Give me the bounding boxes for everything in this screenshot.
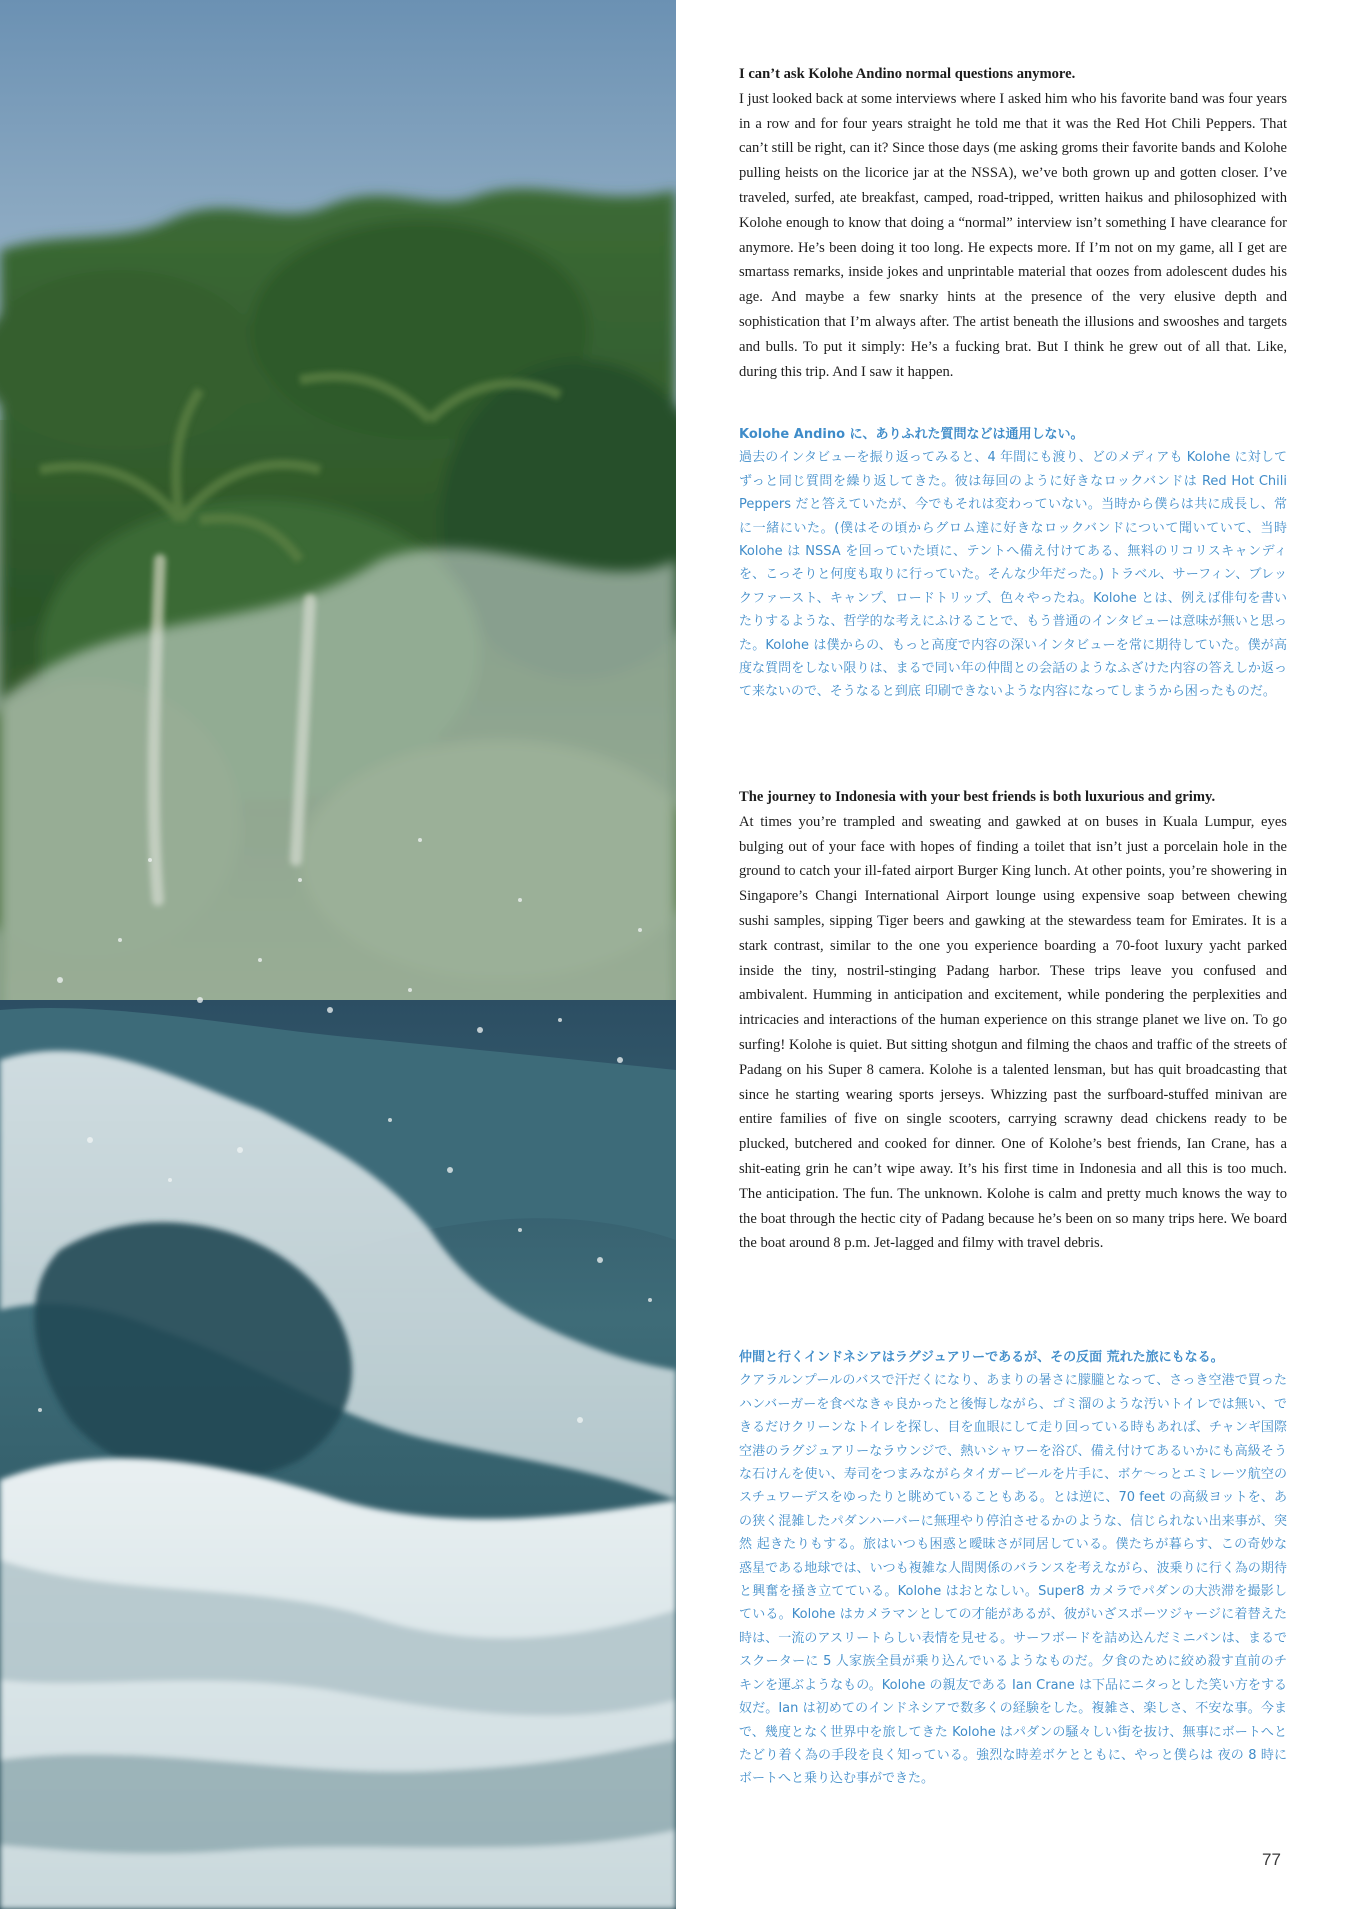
section2-english: [739, 785, 1287, 1256]
section2-english-title: The journey to Indonesia with your best friends is both luxurious and grimy.: [739, 789, 1216, 805]
section1-japanese: [739, 423, 1287, 704]
section2-japanese: [739, 1346, 1287, 1791]
section1-english-body: I just looked back at some interviews where I asked him who his favorite band was four years in a row and for four years straight he told me that it was the Red Hot Chili Peppers. That can’t still be right, can it? Since those days (me asking groms their favorite bands and Kolohe pulling heists on the licorice jar at the NSSA), we’ve both grown up and gotten closer. I’ve traveled, surfed, ate breakfast, camped, road-tripped, written haikus and philosophized with Kolohe enough to know that doing a “normal” interview isn’t something I have clearance for anymore. He’s been doing it too long. He expects more. If I’m not on my game, all I get are smartass remarks, inside jokes and unprintable material that oozes from adolescent dudes his age. And maybe a few snarky hints at the presence of the very elusive depth and sophistication that I’m always after. The artist beneath the illusions and swooshes and targets and bulls. To put it simply: He’s a fucking brat. But I think he grew out of all that. Like, during this trip. And I saw it happen.: [739, 90, 1287, 380]
section1-japanese-title: Kolohe Andino に、ありふれた質問などは通用しない。: [739, 427, 1084, 442]
page-number: 77: [1262, 1850, 1281, 1869]
section2-japanese-title: 仲間と行くインドネシアはラグジュアリーであるが、その反面 荒れた旅にもなる。: [739, 1350, 1224, 1365]
section2-japanese-body: クアラルンプールのバスで汗だくになり、あまりの暑さに朦朧となって、さっき空港で買ったハンバーガーを食べなきゃ良かったと後悔しながら、ゴミ溜のような汚いトイレでは無い、できるだけクリーンなトイレを探し、目を血眼にして走り回っている時もあれば、チャンギ国際空港のラグジュアリーなラウンジで、熱いシャワーを浴び、備え付けてあるいかにも高級そうな石けんを使い、寿司をつまみながらタイガービールを片手に、ボケ〜っとエミレーツ航空のスチュワーデスをゆったりと眺めていることもある。とは逆に、70 feet の高級ヨットを、あの狭く混雑したパダンハーバーに無理やり停泊させるかのような、信じられない出来事が、突然 起きたりもする。旅はいつも困惑と曖昧さが同居している。僕たちが暮らす、この奇妙な惑星である地球では、いつも複雑な人間関係のバランスを考えながら、波乗りに行く為の期待と興奮を掻き立てている。Kolohe はおとなしい。Super8 カメラでパダンの大渋滞を撮影している。Kolohe はカメラマンとしての才能があるが、彼がいざスポーツジャージに着替えた時は、一流のアスリートらしい表情を見せる。サーフボードを詰め込んだミニバンは、まるでスクーターに 5 人家族全員が乗り込んでいるようなものだ。夕食のために絞め殺す直前のチキンを運ぶようなもの。Kolohe の親友である Ian Crane は下品にニタっとした笑い方をする奴だ。Ian は初めてのインドネシアで数多くの経験をした。複雑さ、楽しさ、不安な事。今まで、幾度となく世界中を旅してきた Kolohe はパダンの騒々しい街を抜け、無事にボートへと たどり着く為の手段を良く知っている。強烈な時差ボケとともに、やっと僕らは 夜の 8 時にボートへと乗り込む事ができた。: [739, 1373, 1287, 1787]
section1-english: [739, 62, 1287, 384]
section2-english-body: At times you’re trampled and sweating and gawked at on buses in Kuala Lumpur, eyes bulging out of your face with hopes of finding a toilet that isn’t just a porcelain hole in the ground to catch your ill-fated airport Burger King lunch. At other points, you’re showering in Singapore’s Changi International Airport lounge using expensive soap between chewing sushi samples, sipping Tiger beers and gawking at the stewardess team for Emirates. It is a stark contrast, similar to the one you experience boarding a 70-foot luxury yacht parked inside the tiny, nostril-stinging Padang harbor. These trips leave you confused and ambivalent. Humming in anticipation and excitement, while pondering the perplexities and intricacies and interactions of the human experience on this strange planet we live on. To go surfing! Kolohe is quiet. But sitting shotgun and filming the chaos and traffic of the streets of Padang on his Super 8 camera. Kolohe is a talented lensman, but has quit broadcasting that since he starting wearing sports jerseys. Whizzing past the surfboard-stuffed minivan are entire families of five on single scooters, carrying scrawny dead chickens ready to be plucked, butchered and cooked for dinner. One of Kolohe’s best friends, Ian Crane, has a shit-eating grin he can’t wipe away. It’s his first time in Indonesia and all this is too much. The anticipation. The fun. The unknown. Kolohe is calm and pretty much knows the way to the boat through the hectic city of Padang because he’s been on so many trips here. We board the boat around 8 p.m. Jet-lagged and filmy with travel debris.: [739, 813, 1287, 1252]
section1-japanese-body: 過去のインタビューを振り返ってみると、4 年間にも渡り、どのメディアも Kolohe に対して ずっと同じ質問を繰り返してきた。彼は毎回のように好きなロックバンドは Red Hot Chili Peppers だと答えていたが、今でもそれは変わっていない。当時から僕らは共に成長し、常に一緒にいた。(僕はその頃からグロム達に好きなロックバンドについて聞いていて、当時 Kolohe は NSSA を回っていた頃に、テントへ備え付けてある、無料のリコリスキャンディを、こっそりと何度も取りに行っていた。そんな少年だった。) トラベル、サーフィン、ブレックファースト、キャンプ、ロードトリップ、色々やったね。Kolohe とは、例えば俳句を書いたりするような、哲学的な考えにふけることで、もう普通のインタビューは意味が無いと思った。Kolohe は僕からの、もっと高度で内容の深いインタビューを常に期待していた。僕が高度な質問をしない限りは、まるで同い年の仲間との会話のようなふざけた内容の答えしか返って来ないので、そうなると到底 印刷できないような内容になってしまうから困ったものだ。: [739, 450, 1287, 700]
section1-english-title: I can’t ask Kolohe Andino normal questions anymore.: [739, 66, 1076, 82]
